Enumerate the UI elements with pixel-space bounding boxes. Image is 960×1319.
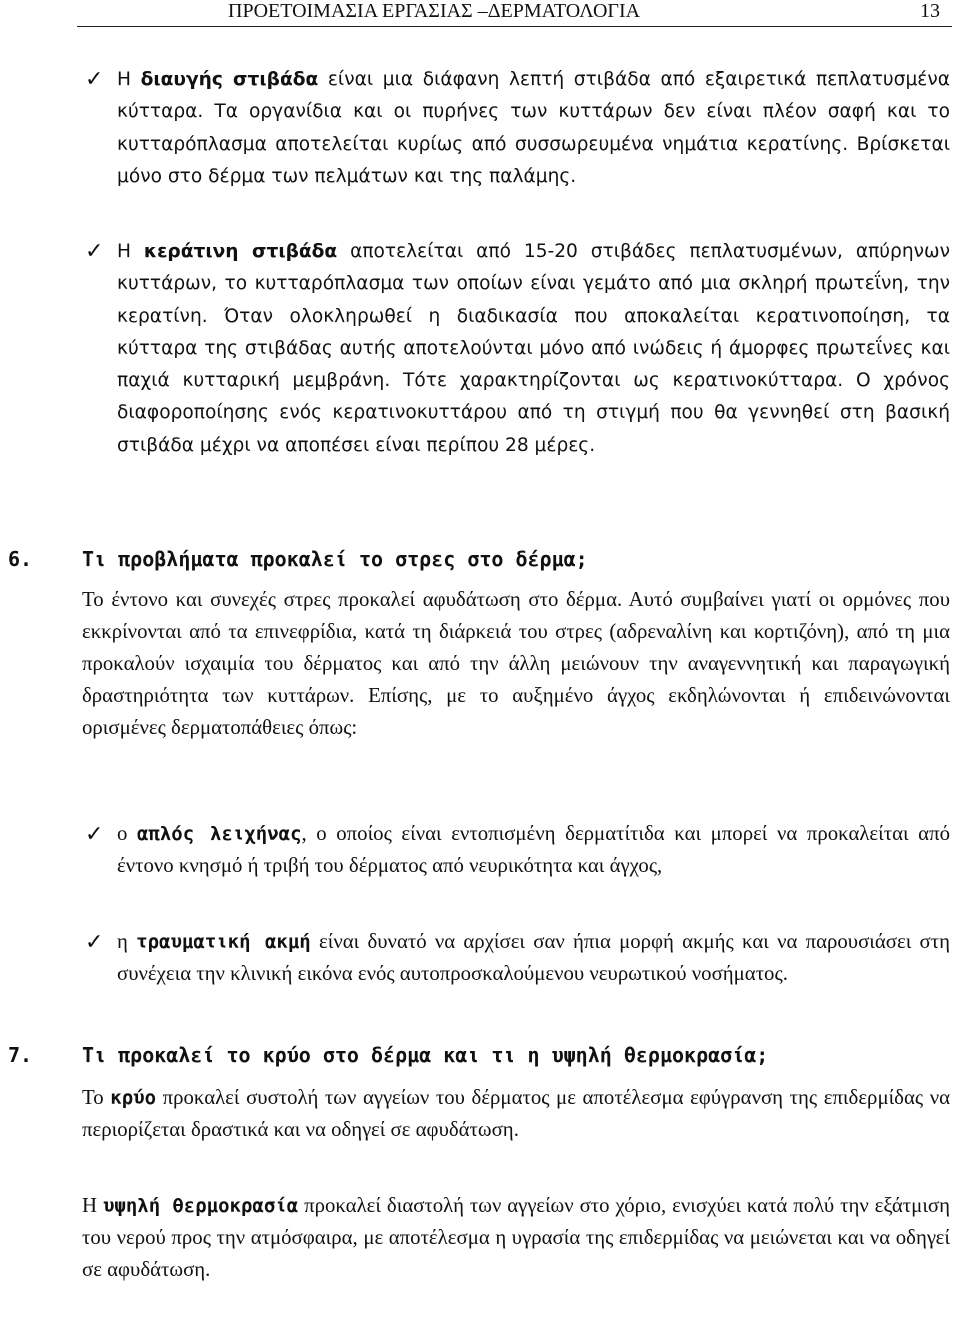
question-7-title: Τι προκαλεί το κρύο στο δέρμα και τι η υψηλή θερμοκρασία; bbox=[82, 1043, 769, 1067]
bullet-traumatic-acne bbox=[85, 926, 950, 990]
question-6-title: Τι προβλήματα προκαλεί το στρες στο δέρμα; bbox=[82, 547, 588, 571]
bullet-clear-layer bbox=[85, 64, 950, 193]
checkmark-icon: ✓ bbox=[85, 67, 104, 92]
bold-term: διαυγής στιβάδα bbox=[140, 69, 319, 90]
page-number: 13 bbox=[920, 0, 940, 22]
question-7-number: 7. bbox=[8, 1043, 33, 1067]
bullet-text: Η κεράτινη στιβάδα αποτελείται από 15-20 στιβάδες πεπλατυσμένων, απύρηνων κυττάρων, το κυτταρόπλασμα των οποίων είναι γεμάτο από μια σκληρή πρωτεΐνη, την κερατίνη. Όταν ολοκληρωθεί η διαδικασία που αποκαλείται κερατινοποίηση, τα κύτταρα της στιβάδας αυτής αποτελούνται μόνο από ινώδεις ή άμορφες πρωτεΐνες και παχιά κυτταρική μεμβράνη. Τότε χαρακτηρίζονται ως κερατινοκύτταρα. Ο χρόνος διαφοροποίησης ενός κερατινοκυττάρου από τη στιγμή που θα γεννηθεί στη βασική στιβάδα μέχρι να αποπέσει είναι περίπου 28 μέρες. bbox=[117, 241, 950, 456]
bold-term: τραυματική ακμή bbox=[136, 931, 311, 953]
bullet-horny-layer bbox=[85, 236, 950, 462]
bullet-text: ο απλός λειχήνας, ο οποίος είναι εντοπισμένη δερματίτιδα και μπορεί να προκαλείται από έντονο κνησμό ή τριβή του δέρματος από νευρικότητα και άγχος, bbox=[117, 822, 950, 877]
bullet-text: η τραυματική ακμή είναι δυνατό να αρχίσει σαν ήπια μορφή ακμής και να παρουσιάσει στη συνέχεια την κλινική εικόνα ενός αυτοπροσκαλούμενου νευρωτικού νοσήματος. bbox=[117, 930, 950, 985]
question-7-paragraph-heat: Η υψηλή θερμοκρασία προκαλεί διαστολή των αγγείων στο χόριο, ενισχύει κατά πολύ την εξάτμιση του νερού προς την ατμόσφαιρα, με αποτέλεσμα η υγρασία της επιδερμίδας να μειώνεται και να οδηγεί σε αφυδάτωση. bbox=[82, 1194, 950, 1281]
checkmark-icon: ✓ bbox=[85, 821, 104, 846]
bullet-lichen bbox=[85, 818, 950, 882]
header-rule bbox=[77, 26, 952, 27]
checkmark-icon: ✓ bbox=[85, 239, 104, 264]
question-6-number: 6. bbox=[8, 547, 33, 571]
question-7-paragraph-cold: Το κρύο προκαλεί συστολή των αγγείων του δέρματος με αποτέλεσμα εφύγρανση της επιδερμίδας να περιορίζεται δραστικά και να οδηγεί σε αφυδάτωση. bbox=[82, 1086, 950, 1141]
bullet-text: Η διαυγής στιβάδα είναι μια διάφανη λεπτή στιβάδα από εξαιρετικά πεπλατυσμένα κύτταρα. Τα οργανίδια και οι πυρήνες των κυττάρων δεν είναι πλέον σαφή και το κυτταρόπλασμα αποτελείται κυρίως από συσσωρευμένα νημάτια κερατίνης. Βρίσκεται μόνο στο δέρμα των πελμάτων και της παλάμης. bbox=[117, 69, 950, 187]
bold-term: υψηλή θερμοκρασία bbox=[102, 1195, 299, 1217]
header-title: ΠΡΟΕΤΟΙΜΑΣΙΑ ΕΡΓΑΣΙΑΣ –ΔΕΡΜΑΤΟΛΟΓΙΑ bbox=[228, 0, 641, 22]
bold-term: απλός λειχήνας bbox=[136, 823, 302, 845]
question-6-paragraph: Το έντονο και συνεχές στρες προκαλεί αφυδάτωση στο δέρμα. Αυτό συμβαίνει γιατί οι ορμόνες που εκκρίνονται από τα επινεφρίδια, κατά τη διάρκειά του στρες (αδρεναλίνη και κορτιζόνη), από τη μια προκαλούν ισχαιμία του δέρματος και από την άλλη μειώνουν την αναγεννητική και παραγωγική δραστηριότητα των κυττάρων. Επίσης, με το αυξημένο άγχος εκδηλώνονται ή επιδεινώνονται ορισμένες δερματοπάθειες όπως: bbox=[82, 588, 950, 739]
bold-term: κρύο bbox=[110, 1087, 157, 1109]
checkmark-icon: ✓ bbox=[85, 929, 104, 954]
page-header bbox=[0, 0, 960, 28]
bold-term: κεράτινη στιβάδα bbox=[143, 241, 338, 262]
